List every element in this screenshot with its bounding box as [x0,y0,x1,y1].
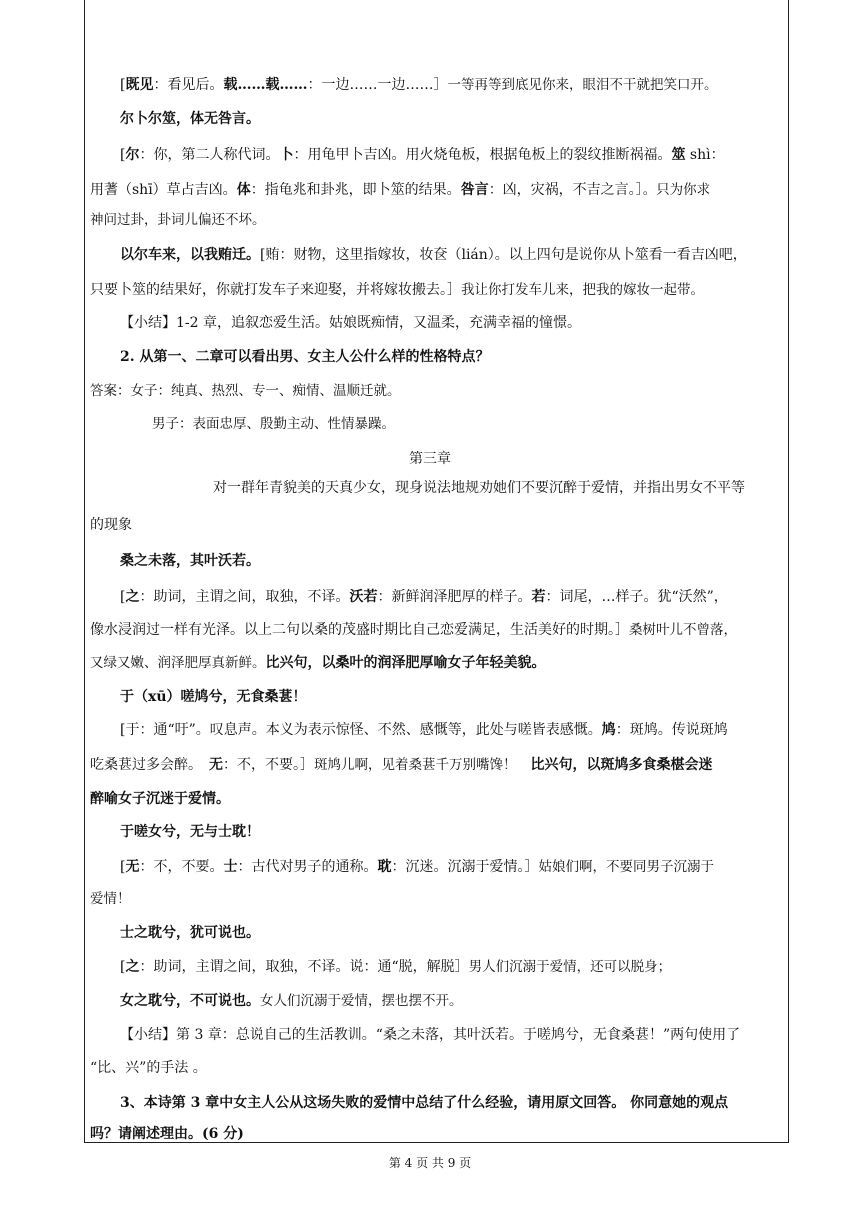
text-segment: ：不，不要。 [139,859,224,875]
text-segment: [ [120,959,126,975]
text-segment: [ [120,859,126,875]
text-line [90,515,132,535]
bold-text: 女之耽兮，不可说也。 [120,993,260,1009]
text-segment: [贿：财物，这里指嫁妆，妆奁（lián）。以上四句是说你从卜筮看一看吉凶吧， [260,247,747,263]
text-line [120,75,717,95]
text-line [90,755,713,775]
text-segment: 答案：女子：纯真、热烈、专一、痴情、温顺迁就。 [90,383,401,399]
bold-text: 士 [223,859,238,875]
text-segment: ：助词，主谓之间，取独，不译。说：通“脱，解脱］ [139,959,469,975]
text-line [90,1124,244,1144]
text-line [120,857,714,877]
text-line [120,587,728,607]
text-line [90,180,710,200]
text-segment: 我让你打发车儿来，把我的嫁妆一起带。 [461,282,704,298]
bold-text: 醉喻女子沉迷于爱情。 [90,791,230,807]
text-line [90,280,704,300]
text-line [152,414,395,434]
text-segment: [ [120,589,126,605]
text-segment: ：凶，灾祸，不吉之言。］ [488,182,643,198]
text-line [120,923,260,943]
text-segment: 吃桑葚过多会醉。 [90,757,209,773]
bold-text: 无 [209,757,223,773]
text-segment: ：你，第二人称代词。 [139,147,280,163]
bold-text: 沃若 [349,589,378,605]
text-line [120,687,307,707]
text-line [90,1058,207,1078]
text-segment: 。只为你求 [642,182,711,198]
text-line [90,653,546,673]
text-segment: 男人们沉溺于爱情，还可以脱身； [468,959,672,975]
bold-text: 卜 [279,147,294,163]
text-segment: 【小结】1-2 章，追叙恋爱生活。姑娘既痴情，又温柔，充满幸福的憧憬。 [120,315,581,331]
text-segment: 女人们沉溺于爱情，摆也摆不开。 [260,993,463,1009]
bold-text: 尔卜尔筮，体无咎言。 [120,111,260,127]
bold-text: 若 [531,589,546,605]
text-line [120,822,260,842]
text-segment: 第三章 [409,451,451,467]
text-line [90,381,401,401]
bold-text: 咎言 [460,182,489,198]
bold-text: 之 [125,959,140,975]
text-segment: ：沉迷。沉溺于爱情。］ [391,859,539,875]
text-line [0,449,860,469]
text-segment: “比、兴”的手法 。 [90,1060,207,1076]
text-segment: shì： [685,147,725,163]
bold-text: 比兴句，以斑鸠多食桑椹会迷 [516,757,713,773]
text-segment: ：词尾，…样子。犹“沃然”， [545,589,728,605]
text-segment: 又绿又嫩、润泽肥厚真新鲜。 [90,655,266,671]
text-line [120,1025,740,1045]
text-segment: 的现象 [90,517,132,533]
bold-text: 于（xū）嗟鸠兮，无食桑葚！ [120,689,307,705]
bold-text: 桑之未落，其叶沃若。 [120,553,260,569]
text-line [213,478,745,498]
text-segment: ：助词，主谓之间，取独，不译。 [139,589,350,605]
bold-text: 比兴句，以桑叶的润泽肥厚喻女子年轻美貌。 [265,655,546,671]
text-segment: ：斑鸠。传说斑鸠 [615,722,728,738]
bold-text: 无 [125,859,140,875]
bold-text: 以尔车来，以我贿迁。 [120,247,260,263]
text-line [120,991,463,1011]
text-segment: ：用龟甲卜吉凶。用火烧龟板，根据龟板上的裂纹推断祸福。 [293,147,672,163]
bold-text: 士之耽兮，犹可说也。 [120,925,260,941]
text-segment: 爱情！ [90,891,131,907]
text-segment: ：不，不要。］ [223,757,314,773]
text-segment: 斑鸠儿啊，见着桑葚千万别嘴馋！ [314,757,517,773]
text-segment: 用蓍（shī）草占吉凶。 [90,182,237,198]
text-segment: ：新鲜润泽肥厚的样子。 [377,589,532,605]
bold-text: 筮 [671,147,686,163]
text-segment: ：古代对男子的通称。 [237,859,378,875]
bold-text: 体 [236,182,251,198]
bold-text: 之 [125,589,140,605]
text-line [90,889,131,909]
bold-text: 于嗟女兮，无与士耽！ [120,824,260,840]
text-segment: [ [120,147,126,163]
text-segment: ：一边……一边……］ [307,77,448,93]
text-segment: 【小结】第 3 章：总说自己的生活教训。“桑之未落，其叶沃若。于嗟鸠兮，无食桑葚！”两句使用了 [120,1027,741,1043]
text-segment: 一等再等到底见你来，眼泪不干就把笑口开。 [447,77,718,93]
bold-text: 尔 [125,147,140,163]
text-segment: [于：通“吁”。叹息声。本义为表示惊怪、不然、感慨等，此处与嗟皆表感慨。 [120,722,602,738]
bold-text: 吗？请阐述理由。(6 分) [90,1126,244,1142]
text-line [90,789,230,809]
text-line [90,620,737,640]
bold-text: 鸠 [601,722,616,738]
bold-text: 载……载…… [223,77,308,93]
text-line [120,145,725,165]
text-segment: ：看见后。 [153,77,224,93]
bold-text: 耽 [377,859,392,875]
text-line [120,720,728,740]
text-line [120,1093,728,1113]
page-footer: 第 4 页 共 9 页 [388,1156,472,1170]
text-line [120,551,260,571]
bold-text: 3、本诗第 3 章中女主人公从这场失败的爱情中总结了什么经验，请用原文回答。 你同意她的观点 [120,1095,729,1111]
bold-text: 2. 从第一、二章可以看出男、女主人公什么样的性格特点？ [120,349,490,365]
text-segment: [ [120,77,126,93]
text-segment: 像水浸润过一样有光泽。以上二句以桑的茂盛时期比自己恋爱满足，生活美好的时期。］ [90,622,629,638]
text-line [120,313,581,333]
text-segment: 神问过卦，卦词儿偏还不坏。 [90,212,266,228]
text-line [120,245,747,265]
text-line [120,109,260,129]
text-line [120,347,490,367]
text-segment: 对一群年青貌美的天真少女，现身说法地规劝她们不要沉醉于爱情，并指出男女不平等 [213,480,745,496]
text-segment: 桑树叶儿不曾落， [629,622,737,638]
text-line [120,957,671,977]
text-line [90,210,266,230]
text-segment: 姑娘们啊，不要同男子沉溺于 [538,859,714,875]
text-segment: 只要卜筮的结果好，你就打发车子来迎娶，并将嫁妆搬去。］ [90,282,461,298]
text-segment: 男子：表面忠厚、殷勤主动、性情暴躁。 [152,416,395,432]
bold-text: 既见 [125,77,154,93]
text-segment: ：指龟兆和卦兆，即卜筮的结果。 [250,182,461,198]
